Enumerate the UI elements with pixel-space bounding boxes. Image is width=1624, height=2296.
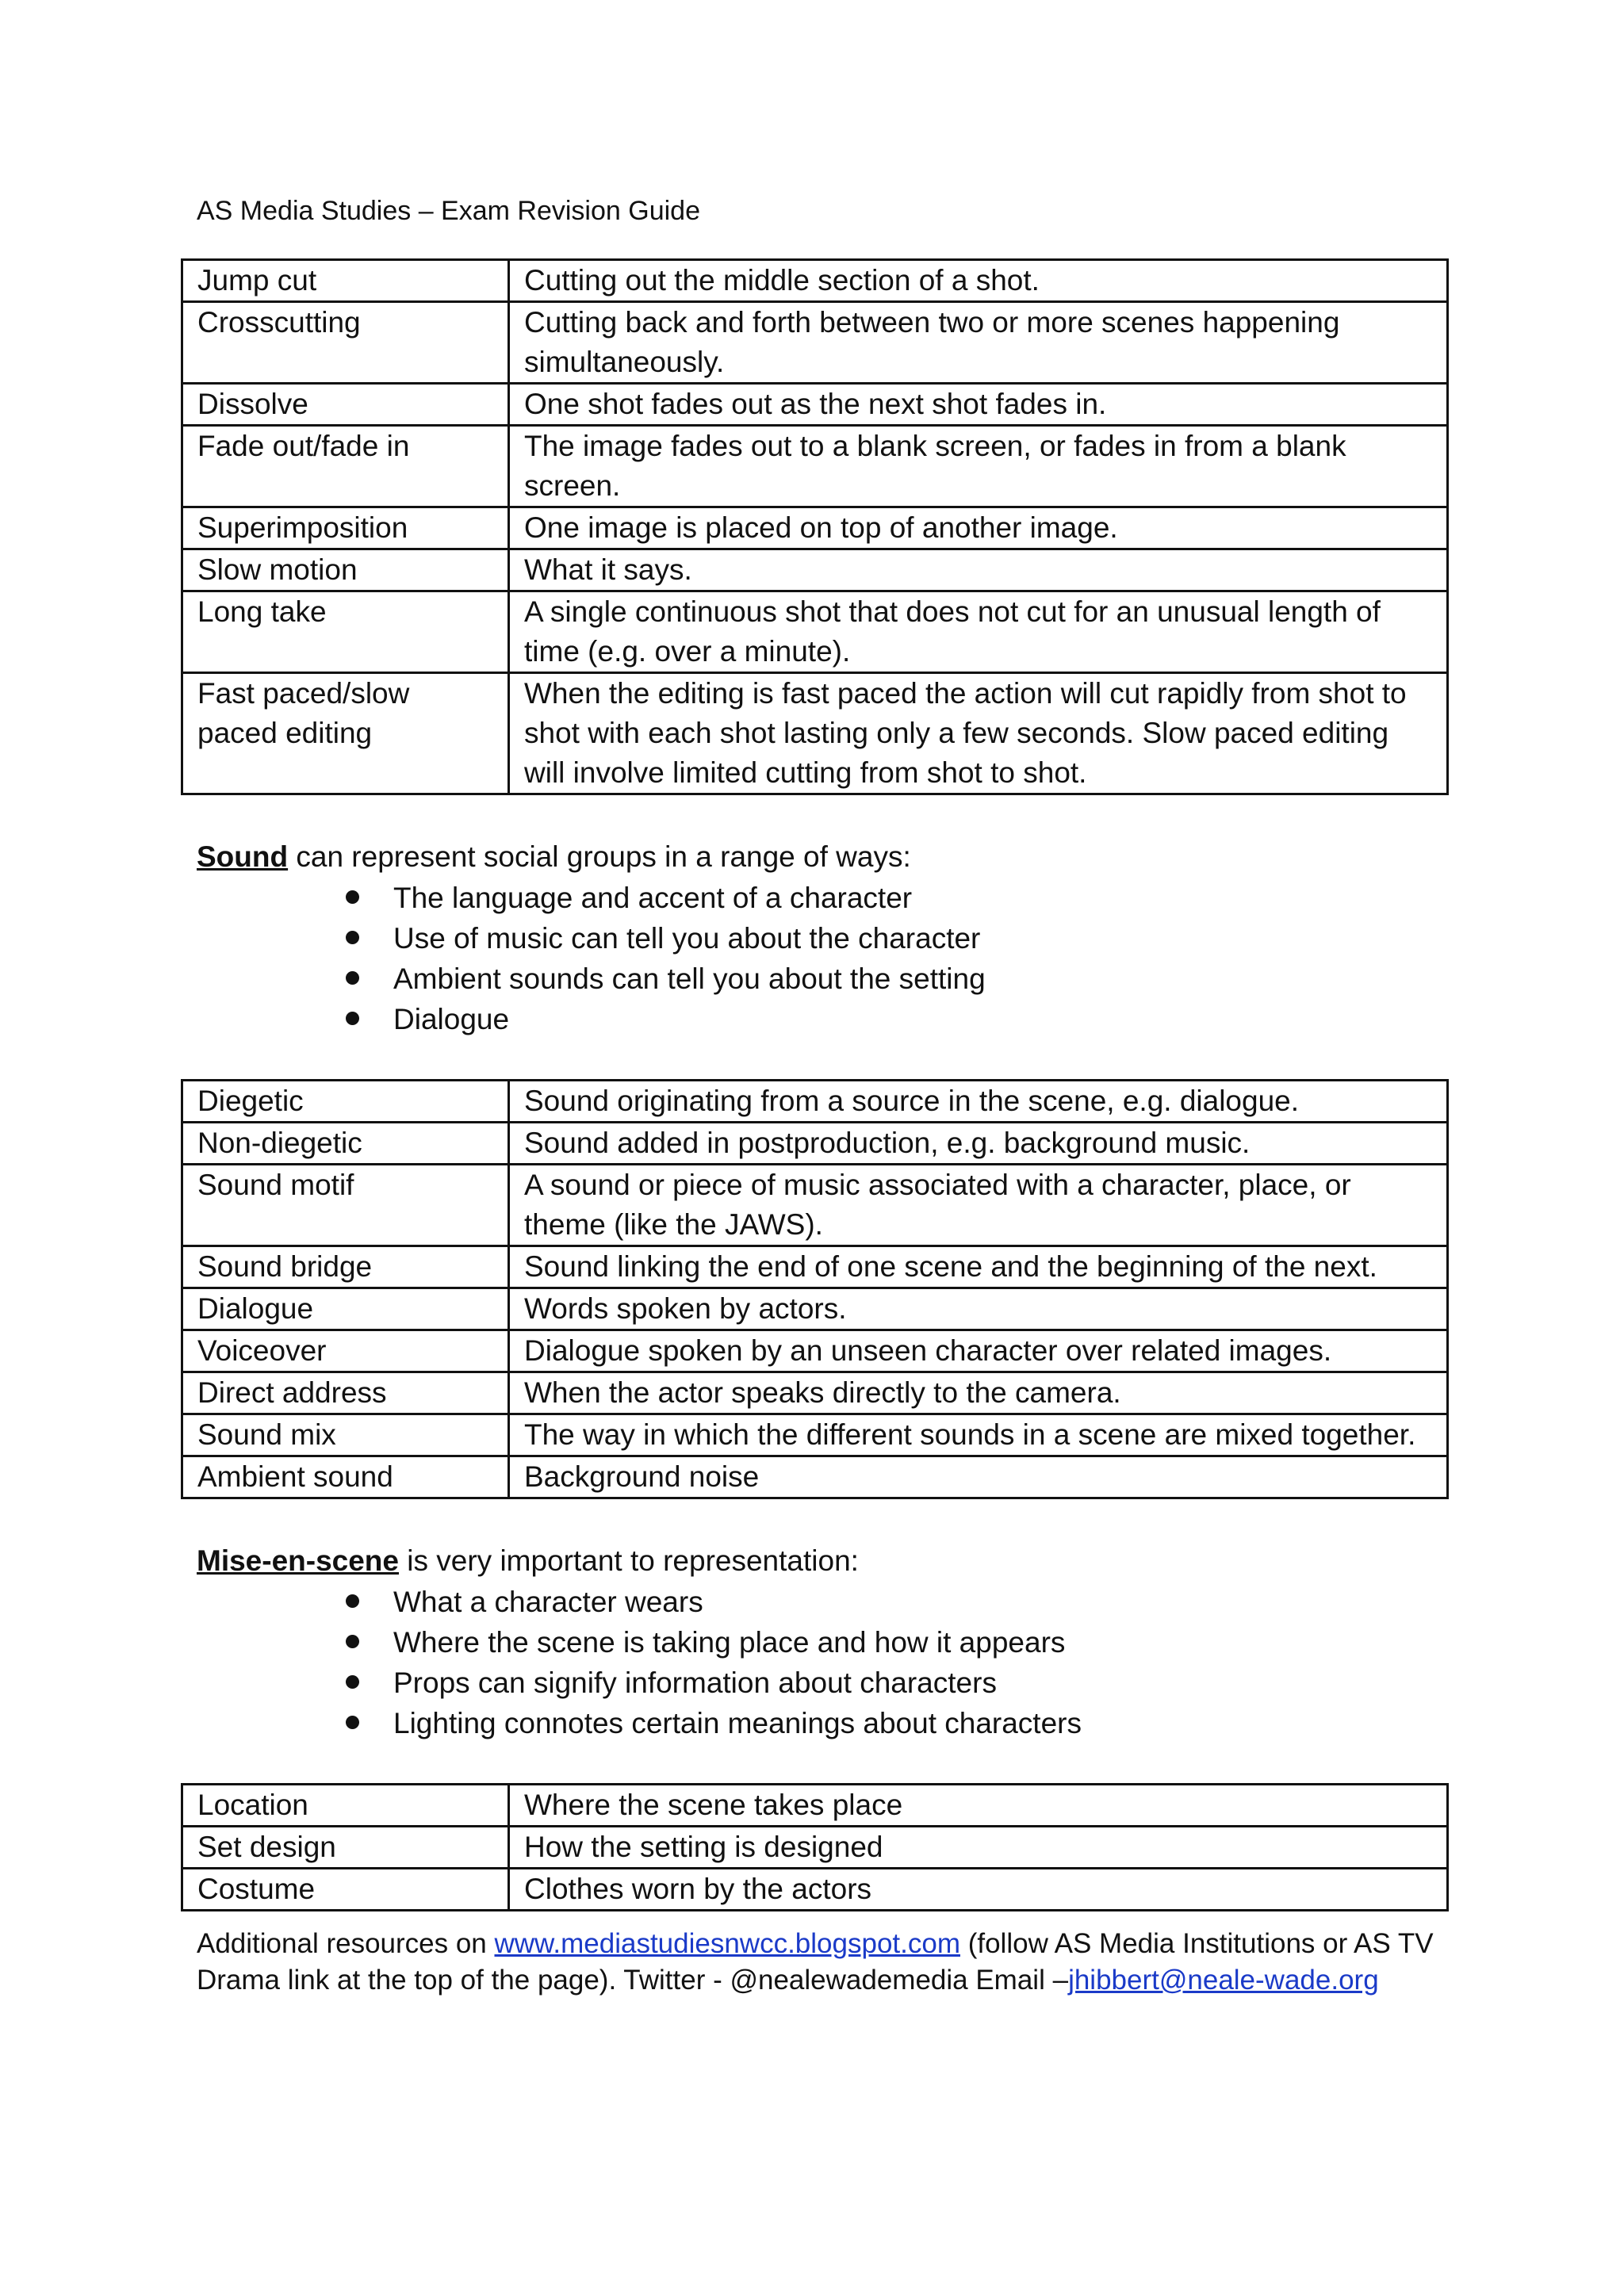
definition-cell: One image is placed on top of another image. bbox=[509, 507, 1448, 549]
term-cell: Superimposition bbox=[182, 507, 509, 549]
definition-cell: The way in which the different sounds in a scene are mixed together. bbox=[509, 1414, 1448, 1456]
term-cell: Long take bbox=[182, 591, 509, 673]
table-row bbox=[182, 1785, 1448, 1827]
table-row bbox=[182, 1081, 1448, 1123]
table-row bbox=[182, 1827, 1448, 1869]
bullet-icon bbox=[346, 971, 359, 985]
sound-bullet-list bbox=[181, 878, 1446, 1039]
table-row bbox=[182, 1288, 1448, 1330]
definition-cell: What it says. bbox=[509, 549, 1448, 591]
sound-intro-text: can represent social groups in a range of ways: bbox=[288, 840, 911, 873]
table-row bbox=[182, 384, 1448, 426]
table-row bbox=[182, 426, 1448, 507]
definition-cell: Words spoken by actors. bbox=[509, 1288, 1448, 1330]
term-cell: Slow motion bbox=[182, 549, 509, 591]
table-row bbox=[182, 549, 1448, 591]
page-title: AS Media Studies – Exam Revision Guide bbox=[197, 196, 700, 226]
term-cell: Set design bbox=[182, 1827, 509, 1869]
sound-keyword: Sound bbox=[197, 840, 289, 873]
table-row bbox=[182, 1372, 1448, 1414]
sound-terms-table bbox=[181, 1079, 1449, 1499]
definition-cell: Cutting out the middle section of a shot. bbox=[509, 260, 1448, 302]
list-item: The language and accent of a character bbox=[181, 878, 1446, 918]
term-cell: Sound mix bbox=[182, 1414, 509, 1456]
document-body bbox=[181, 190, 1446, 1999]
term-cell: Fast paced/slow paced editing bbox=[182, 673, 509, 794]
definition-cell: One shot fades out as the next shot fades in. bbox=[509, 384, 1448, 426]
sound-section-intro bbox=[181, 836, 1446, 878]
mise-bullet-list bbox=[181, 1582, 1446, 1743]
definition-cell: Sound added in postproduction, e.g. background music. bbox=[509, 1123, 1448, 1165]
footer-note: Additional resources on www.mediastudiesnwcc.blogspot.com (follow AS Media Institutions or AS TV Drama link at the top of the page). Twitter - @nealewademedia Email –jhibbert@neale-wade.org bbox=[197, 1928, 1434, 1996]
term-cell: Sound bridge bbox=[182, 1246, 509, 1288]
bullet-icon bbox=[346, 1594, 359, 1608]
term-cell: Jump cut bbox=[182, 260, 509, 302]
term-cell: Fade out/fade in bbox=[182, 426, 509, 507]
bullet-icon bbox=[346, 890, 359, 904]
definition-cell: Background noise bbox=[509, 1456, 1448, 1498]
mise-keyword: Mise-en-scene bbox=[197, 1544, 399, 1577]
list-item: Lighting connotes certain meanings about characters bbox=[181, 1703, 1446, 1743]
table-row bbox=[182, 1869, 1448, 1911]
definition-cell: Where the scene takes place bbox=[509, 1785, 1448, 1827]
list-item: Ambient sounds can tell you about the setting bbox=[181, 959, 1446, 999]
bullet-icon bbox=[346, 1716, 359, 1729]
table-row bbox=[182, 591, 1448, 673]
term-cell: Voiceover bbox=[182, 1330, 509, 1372]
list-item: Props can signify information about characters bbox=[181, 1663, 1446, 1703]
definition-cell: A sound or piece of music associated with a character, place, or theme (like the JAWS). bbox=[509, 1165, 1448, 1246]
table-row bbox=[182, 302, 1448, 384]
table-row bbox=[182, 1246, 1448, 1288]
definition-cell: Clothes worn by the actors bbox=[509, 1869, 1448, 1911]
table-row bbox=[182, 507, 1448, 549]
term-cell: Location bbox=[182, 1785, 509, 1827]
definition-cell: How the setting is designed bbox=[509, 1827, 1448, 1869]
editing-terms-table bbox=[181, 258, 1449, 795]
table-row bbox=[182, 1414, 1448, 1456]
table-row bbox=[182, 260, 1448, 302]
mise-intro-text: is very important to representation: bbox=[399, 1544, 859, 1577]
definition-cell: Cutting back and forth between two or more scenes happening simultaneously. bbox=[509, 302, 1448, 384]
list-item: Dialogue bbox=[181, 999, 1446, 1039]
definition-cell: Sound originating from a source in the scene, e.g. dialogue. bbox=[509, 1081, 1448, 1123]
term-cell: Sound motif bbox=[182, 1165, 509, 1246]
definition-cell: When the actor speaks directly to the camera. bbox=[509, 1372, 1448, 1414]
bullet-icon bbox=[346, 931, 359, 944]
definition-cell: Sound linking the end of one scene and the beginning of the next. bbox=[509, 1246, 1448, 1288]
email-link[interactable]: jhibbert@neale-wade.org bbox=[1068, 1965, 1379, 1996]
definition-cell: When the editing is fast paced the action will cut rapidly from shot to shot with each shot lasting only a few seconds. Slow paced editing will involve limited cutting from shot to shot. bbox=[509, 673, 1448, 794]
table-row bbox=[182, 1165, 1448, 1246]
term-cell: Crosscutting bbox=[182, 302, 509, 384]
term-cell: Dissolve bbox=[182, 384, 509, 426]
term-cell: Diegetic bbox=[182, 1081, 509, 1123]
table-row bbox=[182, 1123, 1448, 1165]
term-cell: Direct address bbox=[182, 1372, 509, 1414]
table-row bbox=[182, 1330, 1448, 1372]
term-cell: Dialogue bbox=[182, 1288, 509, 1330]
blog-link[interactable]: www.mediastudiesnwcc.blogspot.com bbox=[494, 1928, 960, 1959]
list-item: What a character wears bbox=[181, 1582, 1446, 1622]
table-row bbox=[182, 1456, 1448, 1498]
bullet-icon bbox=[346, 1675, 359, 1689]
bullet-icon bbox=[346, 1012, 359, 1025]
definition-cell: The image fades out to a blank screen, or fades in from a blank screen. bbox=[509, 426, 1448, 507]
term-cell: Costume bbox=[182, 1869, 509, 1911]
term-cell: Non-diegetic bbox=[182, 1123, 509, 1165]
definition-cell: A single continuous shot that does not cut for an unusual length of time (e.g. over a minute). bbox=[509, 591, 1448, 673]
definition-cell: Dialogue spoken by an unseen character over related images. bbox=[509, 1330, 1448, 1372]
term-cell: Ambient sound bbox=[182, 1456, 509, 1498]
bullet-icon bbox=[346, 1635, 359, 1648]
mise-section-intro bbox=[181, 1540, 1446, 1582]
list-item: Where the scene is taking place and how it appears bbox=[181, 1622, 1446, 1663]
mise-terms-table bbox=[181, 1783, 1449, 1911]
table-row bbox=[182, 673, 1448, 794]
list-item: Use of music can tell you about the character bbox=[181, 918, 1446, 959]
